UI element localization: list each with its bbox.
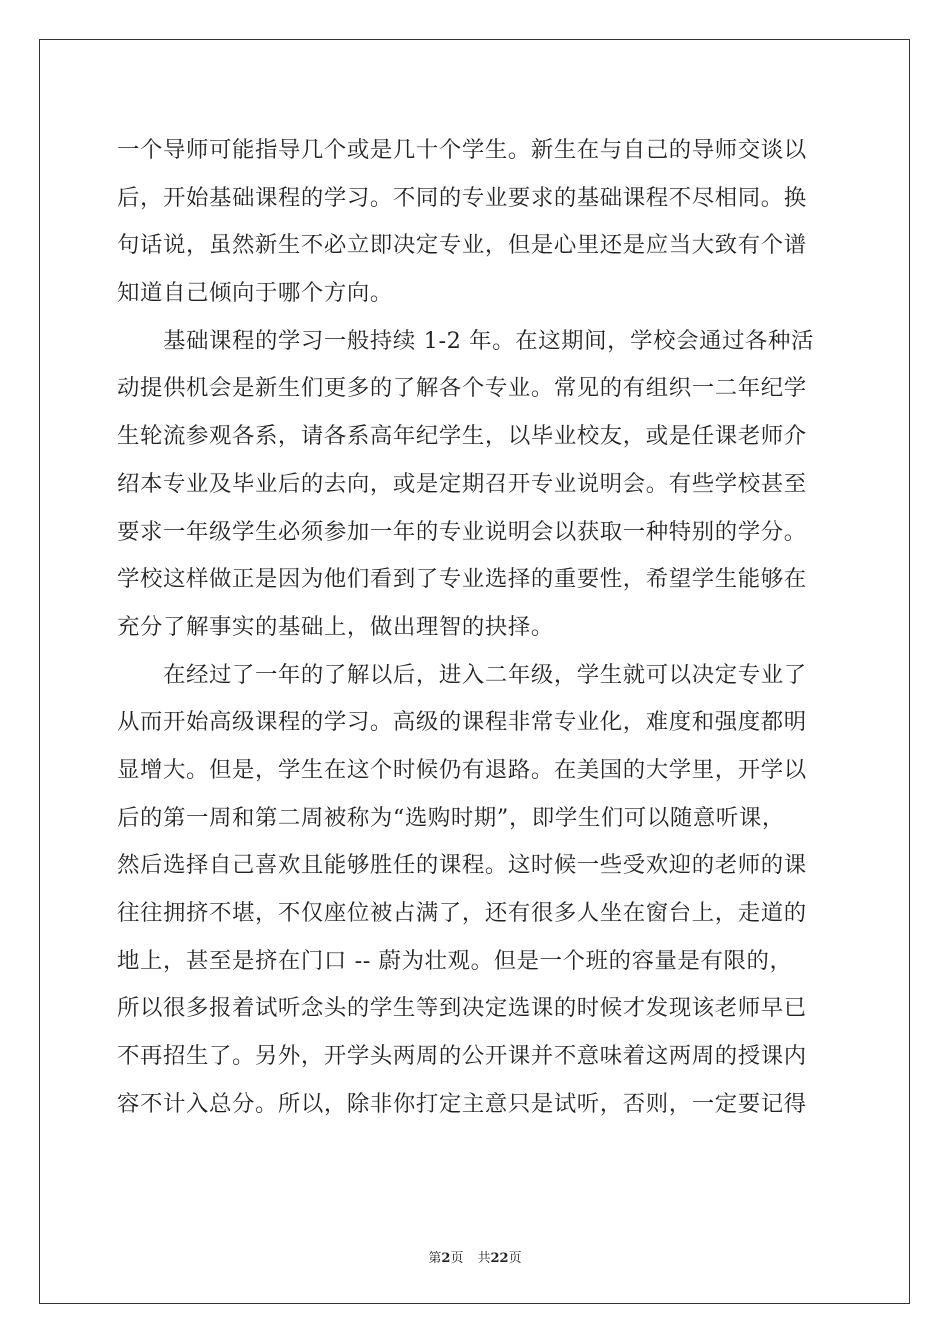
- text-line: 显增大。但是，学生在这个时候仍有退路。在美国的大学里，开学以: [117, 756, 807, 783]
- current-page-number: 2: [441, 1251, 451, 1266]
- text-line: 要求一年级学生必须参加一年的专业说明会以获取一种特别的学分。: [117, 518, 807, 545]
- text-line: 知道自己倾向于哪个方向。: [117, 280, 393, 307]
- total-suffix: 页: [508, 1251, 522, 1266]
- text-line: 地上，甚至是挤在门口 -- 蔚为壮观。但是一个班的容量是有限的，: [117, 947, 793, 974]
- text-line: 绍本专业及毕业后的去向，或是定期召开专业说明会。有些学校甚至: [117, 470, 807, 497]
- text-line: 一个导师可能指导几个或是几十个学生。新生在与自己的导师交谈以: [117, 137, 807, 163]
- text-line: 后，开始基础课程的学习。不同的专业要求的基础课程不尽相同。换: [117, 184, 807, 211]
- text-line: 句话说，虽然新生不必立即决定专业，但是心里还是应当大致有个谱: [117, 232, 807, 259]
- total-prefix: 共: [477, 1251, 491, 1266]
- text-line: 学校这样做正是因为他们看到了专业选择的重要性，希望学生能够在: [117, 566, 807, 593]
- page-prefix: 第: [428, 1251, 442, 1266]
- text-line: 后的第一周和第二周被称为“选购时期”，即学生们可以随意听课，: [117, 804, 785, 831]
- text-line: 往往拥挤不堪，不仅座位被占满了，还有很多人坐在窗台上，走道的: [117, 900, 807, 926]
- total-page-number: 22: [490, 1251, 509, 1266]
- page-footer: [0, 1247, 950, 1266]
- text-line: 生轮流参观各系，请各系高年纪学生，以毕业校友，或是任课老师介: [117, 423, 807, 450]
- text-line: 所以很多报着试听念头的学生等到决定选课的时候才发现该老师早已: [117, 995, 807, 1022]
- body-text: [117, 127, 837, 1128]
- text-line: 容不计入总分。所以，除非你打定主意只是试听，否则，一定要记得: [117, 1090, 807, 1117]
- text-line: 从而开始高级课程的学习。高级的课程非常专业化，难度和强度都明: [117, 709, 807, 736]
- text-line: 在经过了一年的了解以后，进入二年级，学生就可以决定专业了: [117, 661, 807, 688]
- text-line: 动提供机会是新生们更多的了解各个专业。常见的有组织一二年纪学: [117, 375, 807, 402]
- page-suffix: 页: [450, 1251, 464, 1266]
- text-line: 充分了解事实的基础上，做出理智的抉择。: [117, 613, 554, 640]
- text-line: 基础课程的学习一般持续 1-2 年。在这期间，学校会通过各种活: [117, 327, 815, 354]
- text-line: 然后选择自己喜欢且能够胜任的课程。这时候一些受欢迎的老师的课: [117, 852, 807, 879]
- text-line: 不再招生了。另外，开学头两周的公开课并不意味着这两周的授课内: [117, 1043, 807, 1070]
